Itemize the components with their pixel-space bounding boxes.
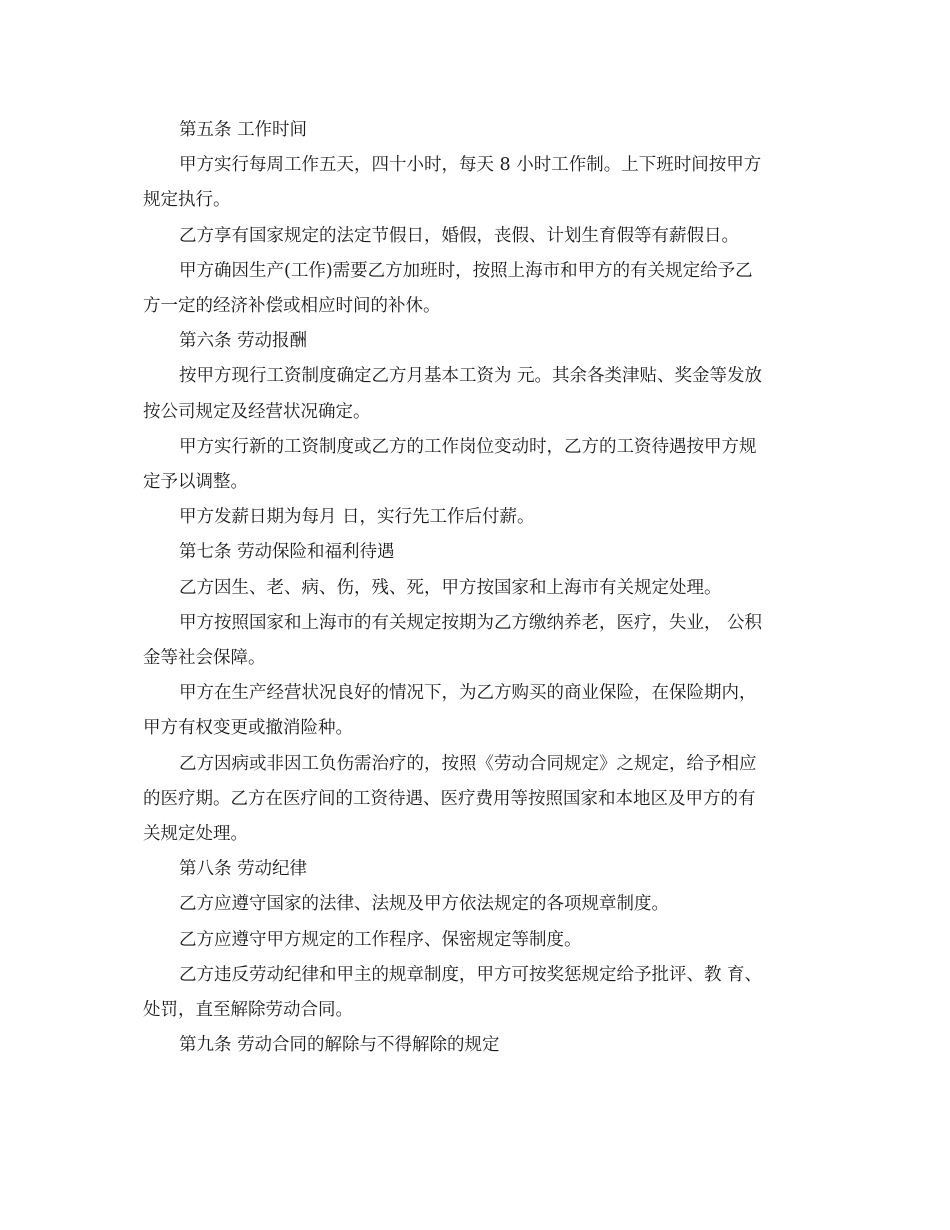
text-line: 处罚，直至解除劳动合同。 xyxy=(143,1000,353,1021)
text-line: 按甲方现行工资制度确定乙方月基本工资为 元。其余各类津贴、奖金等发放 xyxy=(179,366,763,387)
text-line: 定予以调整。 xyxy=(143,472,248,493)
text-line: 第八条 劳动纪律 xyxy=(179,859,308,880)
text-line: 甲方发薪日期为每月 日，实行先工作后付薪。 xyxy=(179,507,535,528)
paragraph xyxy=(143,359,805,429)
text-line: 乙方享有国家规定的法定节假日，婚假，丧假、计划生育假等有薪假日。 xyxy=(179,225,739,246)
text-line: 甲方确因生产(工作)需要乙方加班时，按照上海市和甲方的有关规定给予乙 xyxy=(179,260,753,281)
paragraph xyxy=(143,148,805,218)
paragraph xyxy=(143,219,805,254)
article-heading xyxy=(143,852,805,887)
paragraph xyxy=(143,430,805,500)
text-line: 第七条 劳动保险和福利待遇 xyxy=(179,542,395,563)
article-heading xyxy=(143,1028,805,1063)
text-line: 第六条 劳动报酬 xyxy=(179,331,308,352)
paragraph xyxy=(143,676,805,746)
text-line: 甲方有权变更或撤消险种。 xyxy=(143,718,353,739)
text-line: 乙方应遵守国家的法律、法规及甲方依法规定的各项规章制度。 xyxy=(179,894,669,915)
text-line: 第五条 工作时间 xyxy=(179,120,308,140)
text-line: 关规定处理。 xyxy=(143,824,248,845)
paragraph xyxy=(143,747,805,853)
text-line: 第九条 劳动合同的解除与不得解除的规定 xyxy=(179,1035,500,1056)
text-line: 乙方违反劳动纪律和甲主的规章制度，甲方可按奖惩规定给予批评、教 育、 xyxy=(179,964,763,985)
article-heading xyxy=(143,535,805,570)
text-line: 甲方实行新的工资制度或乙方的工作岗位变动时，乙方的工资待遇按甲方规 xyxy=(179,436,757,457)
paragraph xyxy=(143,254,805,324)
text-line: 乙方因病或非因工负伤需治疗的，按照《劳动合同规定》之规定，给予相应 xyxy=(179,753,757,774)
text-line: 甲方按照国家和上海市的有关规定按期为乙方缴纳养老，医疗，失业， 公积 xyxy=(179,612,763,633)
text-line: 甲方在生产经营状况良好的情况下，为乙方购买的商业保险，在保险期内， xyxy=(179,683,757,704)
text-line: 甲方实行每周工作五天，四十小时，每天 8 小时工作制。上下班时间按甲方 xyxy=(179,155,762,176)
text-line: 方一定的经济补偿或相应时间的补休。 xyxy=(143,296,441,317)
text-line: 规定执行。 xyxy=(143,190,231,211)
text-line: 乙方因生、老、病、伤，残、死，甲方按国家和上海市有关规定处理。 xyxy=(179,577,722,598)
text-line: 按公司规定及经营状况确定。 xyxy=(143,401,371,422)
text-line: 的医疗期。乙方在医疗间的工资待遇、医疗费用等按照国家和本地区及甲方的有 xyxy=(143,788,756,809)
paragraph xyxy=(143,923,805,958)
paragraph xyxy=(143,571,805,606)
article-heading xyxy=(143,113,805,148)
paragraph xyxy=(143,958,805,1028)
article-heading xyxy=(143,324,805,359)
text-line: 乙方应遵守甲方规定的工作程序、保密规定等制度。 xyxy=(179,929,582,950)
paragraph xyxy=(143,500,805,535)
document-body xyxy=(143,113,805,1063)
text-line: 金等社会保障。 xyxy=(143,648,266,669)
paragraph xyxy=(143,606,805,676)
paragraph xyxy=(143,887,805,922)
